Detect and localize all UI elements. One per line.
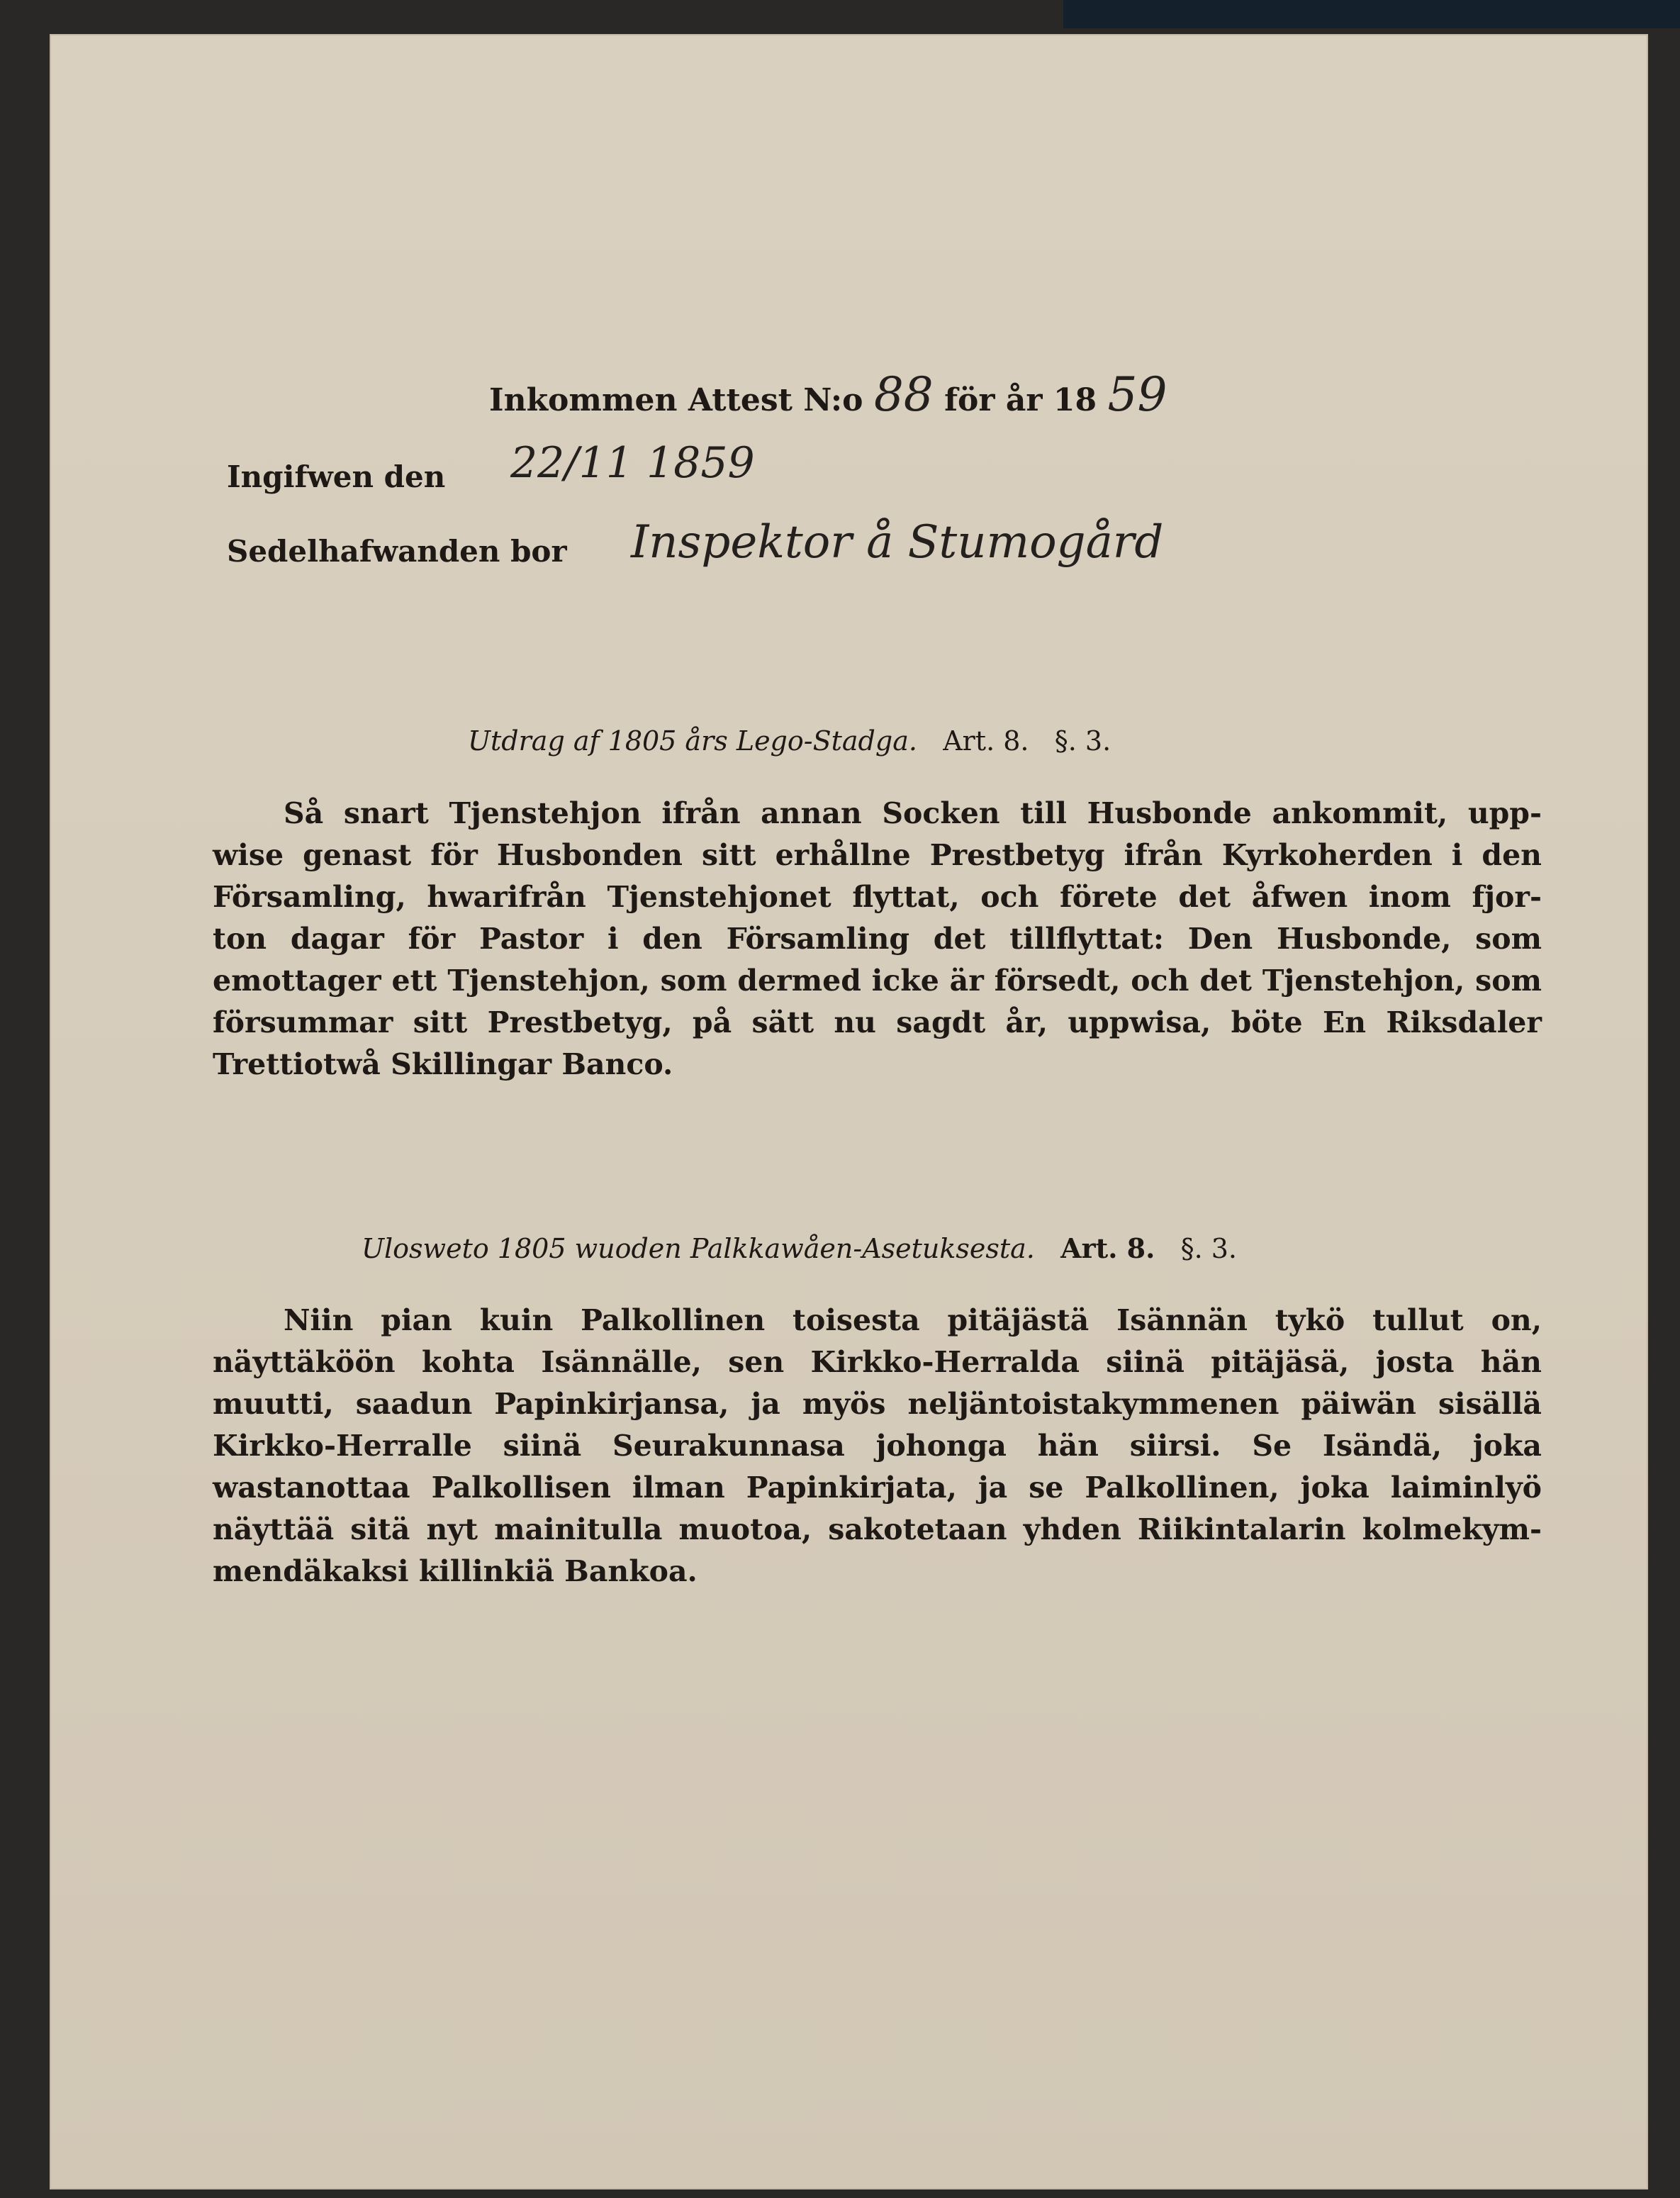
resident-label: Sedelhafwanden bor	[227, 534, 567, 569]
handwritten-year: 59	[1107, 367, 1167, 422]
document-page	[50, 34, 1648, 2189]
finnish-heading-title: Ulosweto 1805 wuoden Palkkawåen-Asetuksesta.	[362, 1233, 1035, 1264]
finnish-heading	[362, 1232, 1237, 1264]
document-title	[489, 367, 1167, 422]
submitted-value: 22/11 1859	[510, 438, 755, 488]
finnish-line: Kirkko-Herralle siinä Seurakunnasa johonga hän siirsi. Se Isändä, joka	[213, 1429, 1542, 1463]
swedish-section: §. 3.	[1054, 725, 1111, 757]
swedish-paragraph	[213, 793, 1542, 1086]
background-top-strip	[1063, 0, 1680, 28]
finnish-line: muutti, saadun Papinkirjansa, ja myös neljäntoistakymmenen päiwän sisällä	[213, 1387, 1542, 1421]
finnish-article: Art. 8.	[1060, 1232, 1155, 1264]
finnish-line: mendäkaksi killinkiä Bankoa.	[213, 1554, 698, 1588]
submitted-label: Ingifwen den	[227, 459, 446, 494]
finnish-line: näyttäköön kohta Isännälle, sen Kirkko-Herralda siinä pitäjäsä, josta hän	[213, 1345, 1542, 1379]
handwritten-number: 88	[873, 367, 934, 422]
swedish-line: Trettiotwå Skillingar Banco.	[213, 1047, 673, 1081]
swedish-article: Art. 8.	[943, 725, 1029, 757]
swedish-line: wise genast för Husbonden sitt erhållne Prestbetyg ifrån Kyrkoherden i den	[213, 838, 1542, 872]
finnish-line: näyttää sitä nyt mainitulla muotoa, sakotetaan yhden Riikintalarin kolmekym-	[213, 1512, 1542, 1546]
title-prefix: Inkommen Attest N:o	[489, 382, 863, 418]
swedish-heading	[468, 725, 1111, 757]
swedish-line: försummar sitt Prestbetyg, på sätt nu sagdt år, uppwisa, böte En Riksdaler	[213, 1005, 1542, 1039]
swedish-line: Församling, hwarifrån Tjenstehjonet flyttat, och förete det åfwen inom fjor-	[213, 880, 1542, 914]
finnish-section: §. 3.	[1180, 1233, 1237, 1264]
finnish-line: Niin pian kuin Palkollinen toisesta pitäjästä Isännän tykö tullut on,	[284, 1303, 1542, 1337]
title-middle: för år 18	[944, 382, 1097, 418]
finnish-line: wastanottaa Palkollisen ilman Papinkirjata, ja se Palkollinen, joka laiminlyö	[213, 1471, 1542, 1505]
swedish-heading-title: Utdrag af 1805 års Lego-Stadga.	[468, 725, 917, 757]
finnish-paragraph	[213, 1300, 1542, 1592]
swedish-line: emottager ett Tjenstehjon, som dermed icke är försedt, och det Tjenstehjon, som	[213, 964, 1542, 998]
swedish-line: Så snart Tjenstehjon ifrån annan Socken till Husbonde ankommit, upp-	[284, 796, 1542, 830]
resident-value: Inspektor å Stumogård	[631, 516, 1164, 569]
swedish-line: ton dagar för Pastor i den Församling det tillflyttat: Den Husbonde, som	[213, 922, 1542, 956]
